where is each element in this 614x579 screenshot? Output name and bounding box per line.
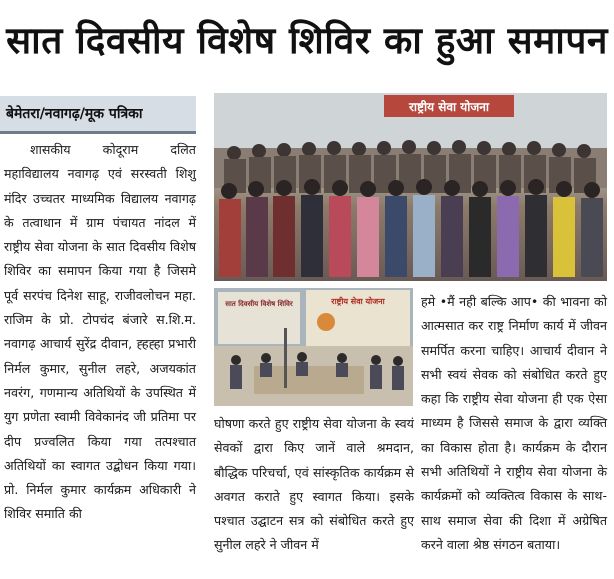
article-text-col3: हमे •मैं नही बल्कि आप• की भावना को आत्मसात कर राष्ट्र निर्माण कार्य में जीवन समर्पित करना चाहिए। आचार्य दीवान ने सभी स्वयं सेवक को संबोधित करते हुए कहा कि राष्ट्रीय सेवा योजना ही एक ऐसा माध्यम है जिससे समाज के द्वारा व्यक्ति का विकास होता है। कार्यक्रम के दौरान सभी अतिथियों ने राष्ट्रीय सेवा योजना के कार्यक्रमों को व्यक्तित्व विकास के साथ-साथ समाज सेवा की दिशा में अग्रेषित करने वाला श्रेष्ठ संगठन बताया।	[421, 294, 607, 552]
article-column-2	[214, 412, 414, 572]
article-text-col2: घोषणा करते हुए राष्ट्रीय सेवा योजना के स्वयं सेवकों द्वारा किए जानें वाले श्रमदान, बौद्धिक परिचर्चा, एवं सांस्कृतिक कार्यक्रम से अवगत कराते हुए स्वागत किया। इसके पश्चात उद्घाटन सत्र को संबोधित करते हुए सुनील लहरे ने जीवन में	[214, 416, 414, 553]
article-text-col1: शासकीय कोदूराम दलित महाविद्यालय नवागढ़ एवं सरस्वती शिशु मंदिर उच्चतर माध्यमिक विद्यालय नवागढ़ के तत्वाधान में ग्राम पंचायत नांदल में राष्ट्रीय सेवा योजना के सात दिवसीय विशेष शिविर का समापन किया गया है जिसमे पूर्व सरपंच दिनेश साहू, राजीवलोचन महा. राजिम के प्रो. टोपचंद बंजारे स.शि.म. नवागढ़ आचार्य सुरेंद्र दीवान, ह्हह्हा प्रभारी निर्मल कुमार, सुनील लहरे, अजयकांत नवरंग, गणमान्य अतिथियों के उपस्थित में युग प्रणेता स्वामी विवेकानंद जी प्रतिमा पर दीप प्रज्वलित किया गया तत्पश्चात अतिथियों का स्वागत उद्बोधन किया गया। प्रो. निर्मल कुमार कार्यक्रम अधिकारी ने शिविर समाति की	[4, 142, 196, 522]
main-banner-text: राष्ट्रीय सेवा योजना	[408, 100, 490, 114]
article-column-3	[421, 290, 607, 572]
group-photo	[214, 93, 607, 281]
small-banner-right-text: राष्ट्रीय सेवा योजना	[331, 297, 385, 306]
headline: सात दिवसीय विशेष शिविर का हुआ समापन	[6, 19, 608, 62]
group-photo-illustration	[214, 93, 607, 281]
event-photo-illustration	[214, 288, 413, 406]
small-banner-left-text: सात दिवसीय विशेष शिविर	[225, 300, 293, 308]
article-column-1	[4, 138, 196, 574]
byline-text: बेमेतरा/नवागढ़/मूक पत्रिका	[6, 106, 143, 122]
event-photo	[214, 288, 413, 406]
byline	[0, 96, 196, 134]
